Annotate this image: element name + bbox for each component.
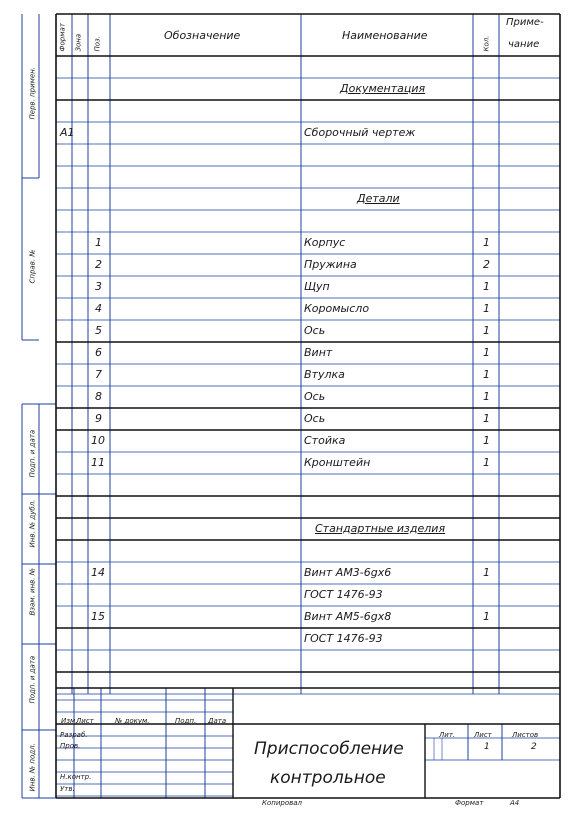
row-pos: 4 [95,302,102,315]
side-label-perv-primen: Перв. примен. [28,66,37,120]
row-qty: 1 [483,236,490,249]
row-qty: 1 [483,456,490,469]
row-name: Ось [304,324,326,337]
row-qty: 2 [483,258,490,271]
row-name: Стойка [304,434,346,447]
row-pos: 1 [95,236,102,249]
row-name: Коромысло [304,302,370,315]
row-name: Винт [304,346,333,359]
header-name: Наименование [342,29,428,42]
row-qty: 1 [483,368,490,381]
row-qty: 1 [483,412,490,425]
header-note-line2: чание [508,39,540,50]
tb-listov-label: Листов [512,731,539,739]
row-name: Сборочный чертеж [304,126,416,139]
header-format: Формат [58,23,67,52]
tb-n-kontr: Н.контр. [60,773,92,781]
side-label-inv-podl: Инв. № подл. [28,743,37,792]
row-pos: 15 [91,610,105,623]
section-heading: Детали [357,192,400,205]
row-format: А1 [60,126,75,139]
header-pos: Поз. [93,36,102,52]
row-name: Пружина [304,258,357,271]
row-pos: 14 [91,566,105,579]
row-pos: 3 [95,280,102,293]
row-qty: 1 [483,346,490,359]
tb-prov: Пров. [60,742,81,750]
document-title-line2: контрольное [270,768,386,788]
side-label-sprav: Справ. № [28,249,37,284]
footer-format-value: А4 [510,799,520,807]
row-qty: 1 [483,280,490,293]
row-pos: 2 [95,258,102,271]
row-name: Втулка [304,368,345,381]
row-qty: 1 [483,324,490,337]
row-qty: 1 [483,434,490,447]
row-name: Кронштейн [304,456,371,469]
row-name: Винт АМ5-6gх8 [304,610,392,623]
row-name: Корпус [304,236,346,249]
tb-listov-value: 2 [531,742,537,752]
row-pos: 11 [91,456,105,469]
row-name: ГОСТ 1476-93 [304,632,383,645]
header-designation: Обозначение [164,29,241,42]
row-name: Ось [304,390,326,403]
row-qty: 1 [483,610,490,623]
row-name: Ось [304,412,326,425]
row-pos: 8 [95,390,102,403]
header-zone: Зона [74,33,83,52]
tb-list: Лист [76,717,94,725]
header-note-line1: Приме- [506,17,544,28]
row-pos: 9 [95,412,102,425]
tb-lit: Лит. [439,731,456,739]
document-title-line1: Приспособление [254,739,404,759]
tb-list-value: 1 [484,742,490,752]
tb-podp: Подп. [175,717,197,725]
side-label-vzam-inv: Взам. инв. № [28,567,37,616]
side-label-podp-data-2: Подп. и дата [28,655,37,704]
tb-razrab: Разраб. [60,731,88,739]
row-name: ГОСТ 1476-93 [304,588,383,601]
row-pos: 7 [95,368,102,381]
row-qty: 1 [483,302,490,315]
row-pos: 6 [95,346,102,359]
tb-izm: Изм. [61,717,78,725]
tb-doc-no: № докум. [115,717,150,725]
row-qty: 1 [483,390,490,403]
header-qty: Кол. [482,35,491,52]
side-label-inv-dubl: Инв. № дубл. [28,499,37,548]
tb-data: Дата [208,717,227,725]
section-heading: Стандартные изделия [315,522,446,535]
row-name: Щуп [304,280,330,293]
section-heading: Документация [340,82,426,95]
footer-format-label: Формат [455,799,484,807]
tb-list-label: Лист [474,731,492,739]
footer-copied: Копировал [262,799,302,807]
row-name: Винт АМ3-6gх6 [304,566,392,579]
side-label-podp-data-1: Подп. и дата [28,429,37,478]
row-pos: 5 [95,324,102,337]
tb-utv: Утв. [60,785,75,793]
row-qty: 1 [483,566,490,579]
row-pos: 10 [91,434,105,447]
